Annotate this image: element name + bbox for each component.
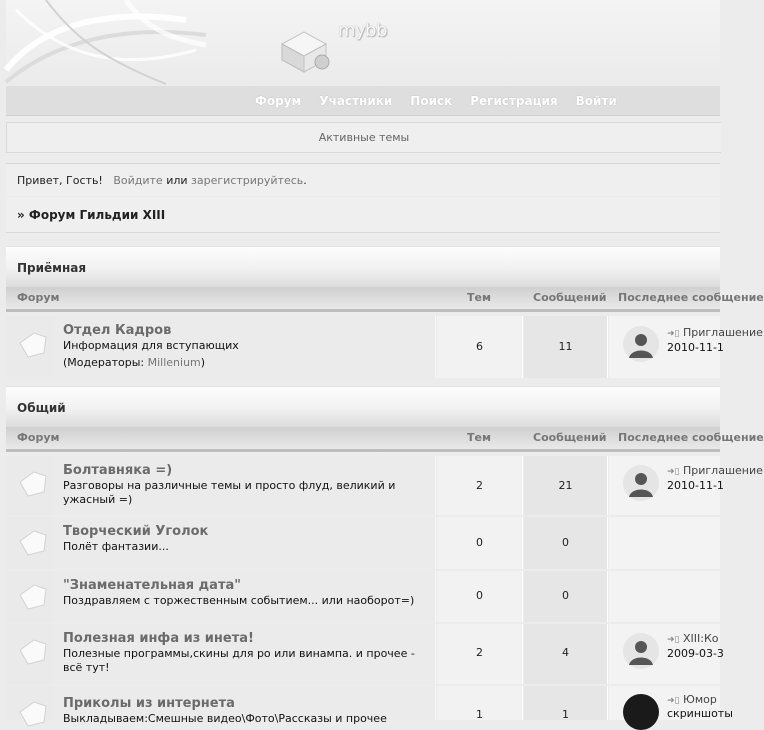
forum-status-cell [6,517,54,569]
forum-status-cell [6,316,54,378]
forum-description: Информация для вступающих [63,339,239,352]
last-post-date: 2010-11-1 [667,341,724,354]
posts-count-cell [524,571,608,622]
col-posts: Сообщений [533,291,607,304]
logo-text[interactable]: mybb [338,20,388,41]
forum-description: Разговоры на различные темы и просто флуд, великий и ужасный =) [63,479,396,506]
forum-read-icon [18,529,48,557]
user-avatar[interactable] [623,326,659,362]
moderators-close: ) [200,356,206,369]
category-header [6,386,720,427]
topics-count-cell [437,686,523,720]
forum-description: Выкладываем:Смешные видео\Фото\Рассказы и прочее [63,712,387,725]
greeting-text: Привет, Гость! [17,174,103,187]
topics-count: 2 [476,479,483,492]
top-navigation [6,86,720,116]
forum-row [6,456,763,515]
forum-status-cell [6,686,54,720]
topics-count-cell [437,571,523,622]
posts-count-cell [524,316,608,378]
forum-title[interactable]: Болтавняка =) [63,463,173,478]
user-avatar[interactable] [623,633,659,669]
active-topics-link[interactable]: Активные темы [6,122,721,153]
header-swirl-decoration [6,0,206,85]
last-post-cell [609,686,733,720]
forum-status-cell [6,456,54,515]
last-post-cell [609,517,720,569]
posts-count: 1 [562,708,569,721]
posts-count: 4 [562,646,569,659]
last-post-date: 2010-11-1 [667,479,724,492]
forum-row [6,316,763,378]
topics-count-cell [437,517,523,569]
posts-count: 11 [558,340,573,353]
forum-info-cell [54,686,436,725]
last-post-cell [609,316,763,378]
posts-count-cell [524,624,608,684]
col-forum: Форум [17,291,60,304]
last-post-cell [609,571,720,622]
forum-title[interactable]: Полезная инфа из инета! [63,631,254,646]
breadcrumb[interactable]: » Форум Гильдии XIII [6,197,720,233]
mybb-logo-cube-icon [274,14,338,74]
col-topics: Тем [467,291,491,304]
dot-text: . [303,174,307,187]
col-posts: Сообщений [533,431,607,444]
last-post-title[interactable]: ➜▯ XIII:Ко [667,632,719,645]
forum-read-icon [18,638,48,666]
posts-count-cell [524,456,608,515]
last-post-cell [609,456,763,515]
col-forum: Форум [17,431,60,444]
forum-row [6,686,733,725]
forum-status-cell [6,571,54,622]
posts-count-cell [524,517,608,569]
last-post-title[interactable]: ➜▯ Приглашение [667,326,763,339]
topics-count-cell [437,624,523,684]
forum-info-cell [54,456,436,515]
nav-members[interactable]: Участники [319,93,393,108]
forum-read-icon [18,470,48,498]
forum-description: Полёт фантазии... [63,540,169,553]
last-post-date: скриншоты [667,707,733,720]
topics-count: 6 [476,340,483,353]
category-header [6,246,720,287]
welcome-bar [6,163,720,196]
moderators-label: (Модераторы: [63,356,148,369]
posts-count: 0 [562,589,569,602]
topics-count-cell [437,316,523,378]
last-post-cell [609,624,724,684]
nav-search[interactable]: Поиск [410,93,453,108]
forum-title[interactable]: Приколы из интернета [63,696,235,711]
topics-count: 1 [476,708,483,721]
forum-row [6,571,720,622]
forum-info-cell [54,316,436,378]
posts-count: 0 [562,536,569,549]
forum-title[interactable]: "Знаменательная дата" [63,578,242,593]
login-link[interactable]: Войдите [113,174,163,187]
col-last-post: Последнее сообщение [618,431,764,444]
forum-title[interactable]: Творческий Уголок [63,524,209,539]
category-title[interactable]: Приёмная [17,261,87,275]
last-post-title[interactable]: ➜▯ Приглашение [667,464,763,477]
forum-read-icon [18,583,48,611]
user-avatar[interactable] [623,465,659,501]
moderator-link[interactable]: Millenium [147,356,201,369]
forum-read-icon [18,331,48,359]
last-post-date: 2009-03-3 [667,647,724,660]
table-header [6,287,764,312]
forum-description: Поздравляем с торжественным событием... или наоборот=) [63,594,415,607]
forum-moderators [63,356,435,370]
register-link[interactable]: зарегистрируйтесь [191,174,304,187]
topics-count: 2 [476,646,483,659]
site-header [6,0,720,85]
posts-count-cell [524,686,608,720]
col-last-post: Последнее сообщение [618,291,764,304]
forum-info-cell [54,571,436,622]
forum-info-cell [54,517,436,569]
col-topics: Тем [467,431,491,444]
topics-count: 0 [476,536,483,549]
table-header [6,427,764,452]
or-text: или [166,174,188,187]
nav-register[interactable]: Регистрация [470,93,558,108]
forum-description: Полезные программы,скины для ро или винампа. и прочее - всё тут! [63,647,415,674]
forum-info-cell [54,624,436,684]
last-post-title[interactable]: ➜▯ Юмор [667,693,717,706]
nav-login[interactable]: Войти [575,93,617,108]
forum-status-cell [6,624,54,684]
forum-row [6,624,724,684]
posts-count: 21 [558,479,573,492]
nav-forum[interactable]: Форум [255,93,302,108]
category-title[interactable]: Общий [17,401,66,415]
forum-read-icon [18,700,48,728]
forum-title[interactable]: Отдел Кадров [63,323,172,338]
forum-row [6,517,720,569]
user-avatar[interactable] [623,694,659,730]
topics-count: 0 [476,589,483,602]
topics-count-cell [437,456,523,515]
